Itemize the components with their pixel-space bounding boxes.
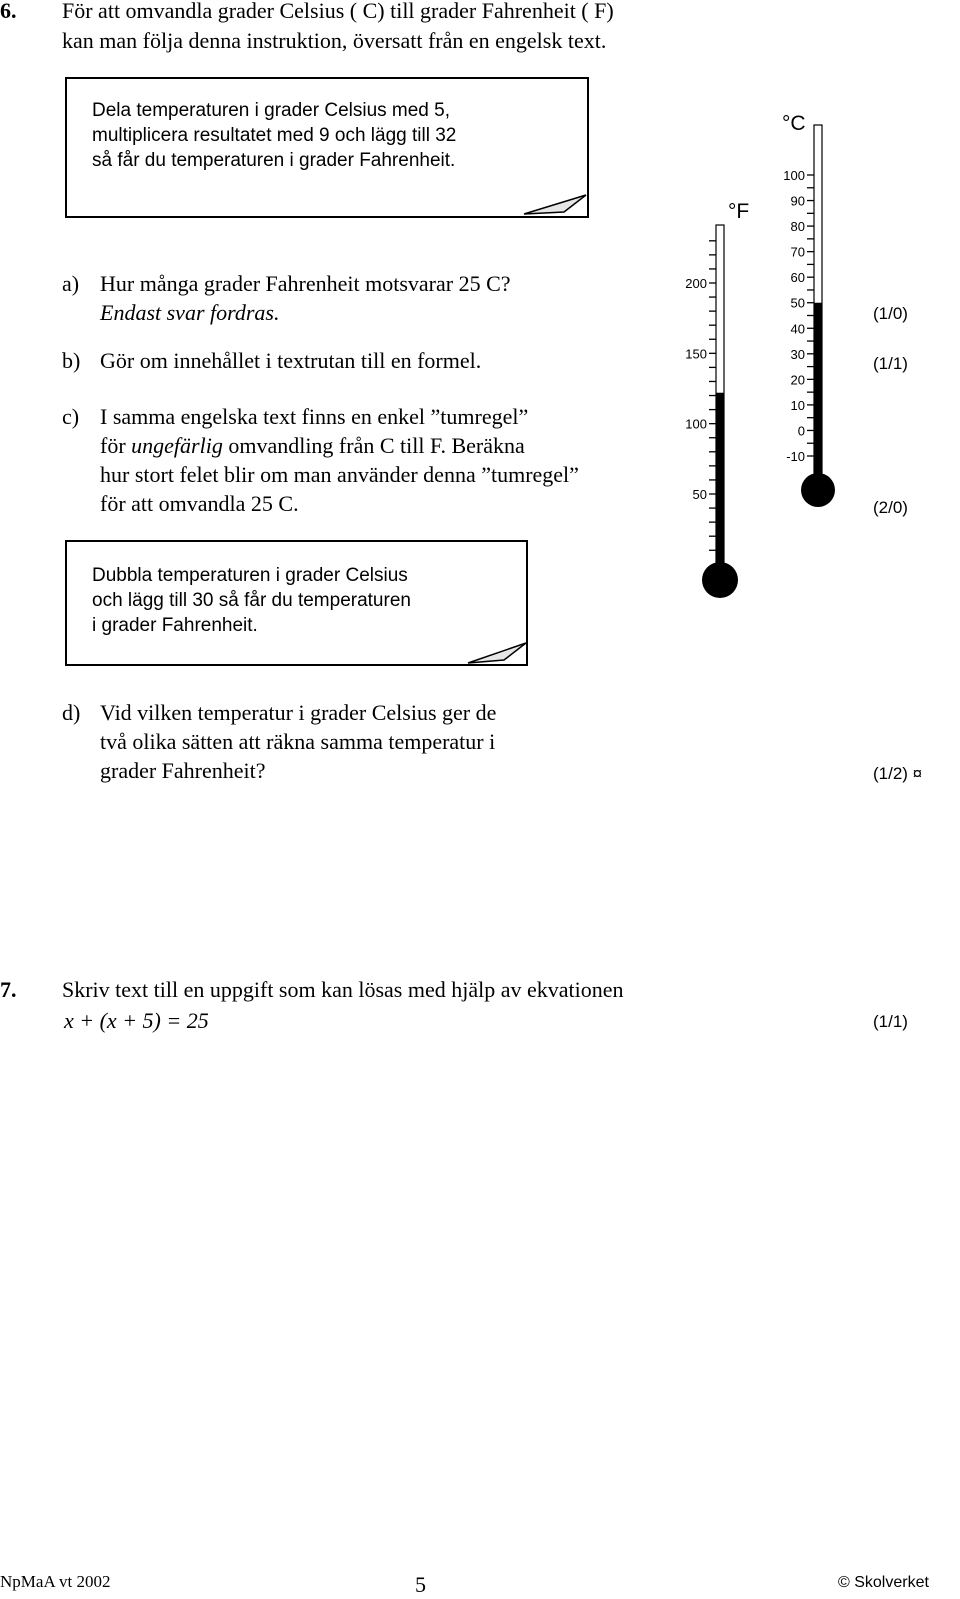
- box2-page-curl: [462, 642, 532, 666]
- part-c-line1: I samma engelska text finns en enkel ”tumregel”: [100, 404, 529, 429]
- emphasis-ungefarlig: ungefärlig: [131, 433, 223, 458]
- box1-line3: så får du temperaturen i grader Fahrenheit.: [92, 150, 456, 171]
- fahrenheit-tick-label: 100: [685, 416, 707, 432]
- question-7-points: (1/1): [873, 1012, 908, 1031]
- question-7-equation: x + (x + 5) = 25: [64, 1008, 209, 1033]
- question-6-intro-line2: kan man följa denna instruktion, översatt från en engelsk text.: [62, 28, 607, 53]
- celsius-tick-label: 10: [790, 397, 805, 413]
- celsius-tick-label: 60: [790, 270, 805, 286]
- thermometer-illustration: [660, 100, 950, 610]
- celsius-tick-label: 0: [797, 423, 805, 439]
- fahrenheit-tick-marks: [685, 241, 716, 550]
- part-c-label: c): [62, 404, 80, 429]
- footer-right: © Skolverket: [838, 1574, 929, 1591]
- fahrenheit-tick-label: 50: [692, 487, 707, 502]
- celsius-tick-label: 90: [790, 193, 805, 209]
- part-a-label: a): [62, 271, 80, 296]
- fahrenheit-tick-label: 200: [685, 276, 707, 291]
- question-7-number: 7.: [0, 977, 17, 1002]
- part-b-question: Gör om innehållet i textrutan till en formel.: [100, 348, 482, 373]
- fahrenheit-thermometer: [685, 225, 738, 598]
- question-7-text: Skriv text till en uppgift som kan lösas med hjälp av ekvationen: [62, 977, 624, 1002]
- instruction-box-2: [65, 540, 528, 666]
- box1-line1: Dela temperaturen i grader Celsius med 5,: [92, 100, 451, 121]
- box1-page-curl: [520, 194, 590, 218]
- box2-line3: i grader Fahrenheit.: [92, 615, 258, 636]
- page-number: 5: [415, 1572, 426, 1597]
- celsius-tick-label: -10: [786, 449, 805, 464]
- part-b-points: (1/1): [873, 354, 908, 373]
- part-a-question: Hur många grader Fahrenheit motsvarar 25 C?: [100, 271, 511, 296]
- fahrenheit-tick-label: 150: [685, 346, 707, 362]
- part-c-line4: för att omvandla 25 C.: [100, 491, 299, 516]
- fahrenheit-unit-label: °F: [728, 200, 750, 223]
- celsius-tick-label: 30: [790, 346, 805, 362]
- part-d-label: d): [62, 700, 81, 725]
- celsius-thermometer: [783, 125, 835, 507]
- celsius-tick-label: 100: [783, 168, 805, 183]
- box2-line2: och lägg till 30 så får du temperaturen: [92, 590, 411, 611]
- part-a-points: (1/0): [873, 304, 908, 323]
- celsius-tick-label: 40: [790, 321, 805, 337]
- box1-line2: multiplicera resultatet med 9 och lägg till 32: [92, 125, 457, 146]
- part-d-points: (1/2) ¤: [873, 764, 923, 783]
- part-c-line3: hur stort felet blir om man använder denna ”tumregel”: [100, 462, 579, 487]
- fahrenheit-mercury: [716, 393, 724, 582]
- box2-line1: Dubbla temperaturen i grader Celsius: [92, 565, 408, 586]
- question-6-number: 6.: [0, 0, 17, 23]
- celsius-tick-label: 70: [790, 244, 805, 260]
- part-a-instruction: Endast svar fordras.: [100, 300, 280, 325]
- instruction-box-1: [65, 77, 589, 218]
- celsius-tick-marks: [783, 168, 814, 464]
- part-c-points: (2/0): [873, 498, 908, 517]
- part-c-line2: för ungefärlig omvandling från C till F. Beräkna: [100, 433, 525, 458]
- celsius-tick-label: 50: [790, 295, 805, 311]
- fahrenheit-bulb: [702, 562, 738, 598]
- celsius-tick-label: 80: [790, 219, 805, 235]
- celsius-mercury: [814, 303, 822, 492]
- celsius-bulb: [801, 473, 835, 507]
- question-6-intro-line1: För att omvandla grader Celsius ( C) till grader Fahrenheit ( F): [62, 0, 614, 23]
- footer-left: NpMaA vt 2002: [0, 1572, 111, 1591]
- part-b-label: b): [62, 348, 81, 373]
- part-d-line1: Vid vilken temperatur i grader Celsius ger de: [100, 700, 497, 725]
- part-d-line2: två olika sätten att räkna samma temperatur i: [100, 729, 496, 754]
- celsius-unit-label: °C: [782, 112, 806, 135]
- part-d-line3: grader Fahrenheit?: [100, 758, 266, 783]
- celsius-tick-label: 20: [790, 372, 805, 388]
